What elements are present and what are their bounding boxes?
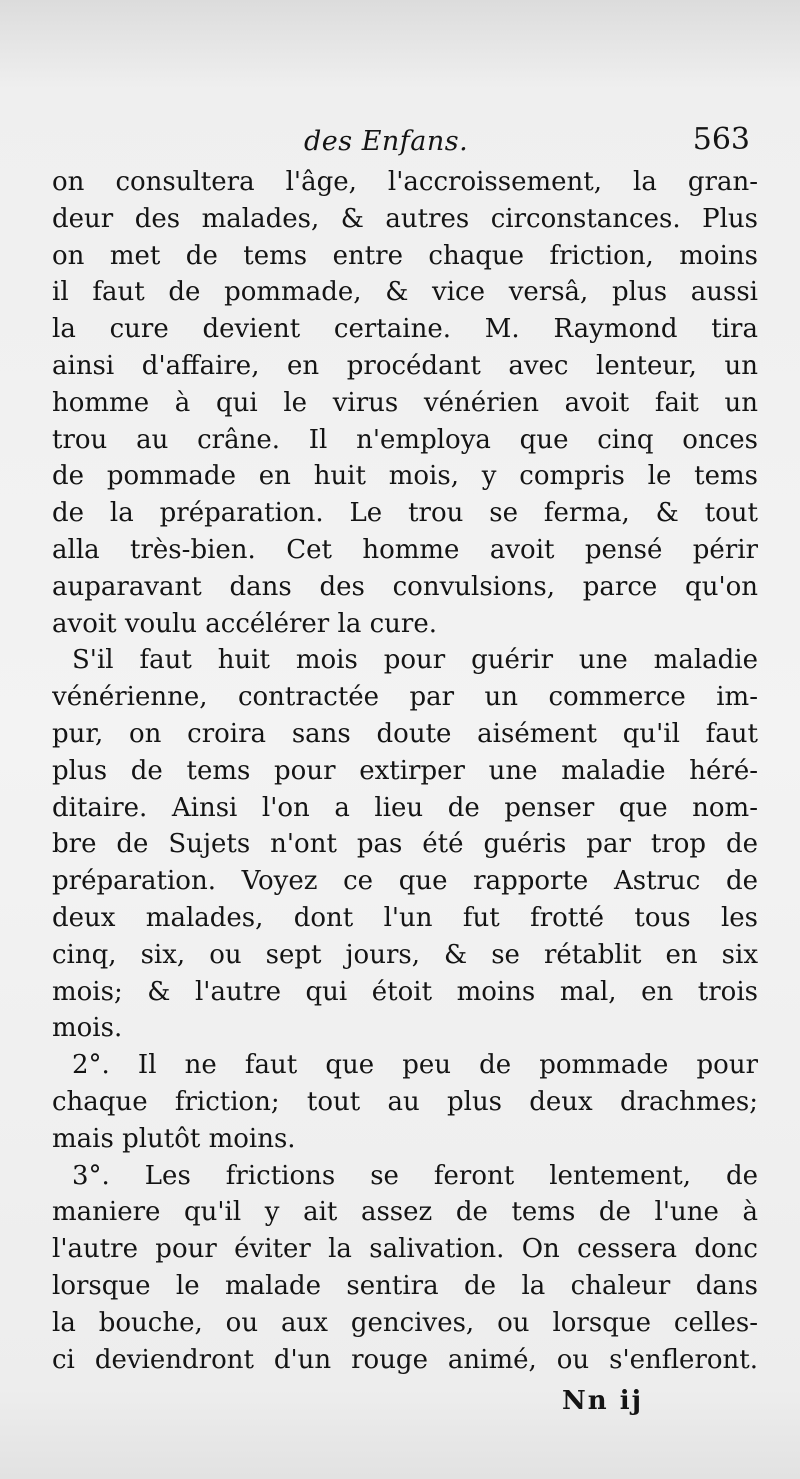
text-line: chaque friction; tout au plus deux drachmes; — [52, 1086, 758, 1117]
text-line: pur, on croira sans doute aisément qu'il faut — [52, 718, 758, 749]
text-line: alla très-bien. Cet homme avoit pensé périr — [52, 534, 758, 565]
text-line: on met de tems entre chaque friction, moins — [52, 240, 758, 271]
text-line: maniere qu'il y ait assez de tems de l'une à — [52, 1197, 758, 1228]
text-line: ainsi d'affaire, en procédant avec lenteur, un — [52, 350, 758, 381]
text-line: préparation. Voyez ce que rapporte Astruc de — [52, 866, 758, 897]
page-text-block — [52, 122, 758, 1422]
text-line: la cure devient certaine. M. Raymond tira — [52, 314, 758, 345]
text-line: lorsque le malade sentira de la chaleur dans — [52, 1270, 758, 1301]
signature-text: Nn ij — [562, 1386, 644, 1417]
text-line: bre de Sujets n'ont pas été guéris par trop de — [52, 829, 758, 860]
text-line: deur des malades, & autres circonstances. Plus — [52, 203, 758, 234]
text-line: l'autre pour éviter la salivation. On cessera donc — [52, 1234, 758, 1265]
page-number: 563 — [692, 122, 750, 157]
text-line: ditaire. Ainsi l'on a lieu de penser que nom- — [52, 792, 758, 823]
text-line: de la préparation. Le trou se ferma, & tout — [52, 498, 758, 529]
text-line: plus de tems pour extirper une maladie héré- — [52, 755, 758, 786]
text-line: cinq, six, ou sept jours, & se rétablit en six — [52, 939, 758, 970]
text-line: auparavant dans des convulsions, parce qu'on — [52, 571, 758, 602]
signature-mark — [52, 1382, 758, 1422]
text-line: trou au crâne. Il n'employa que cinq onces — [52, 424, 758, 455]
page-header — [52, 122, 758, 164]
paragraph-end-line: mois. — [52, 1013, 123, 1044]
text-line: mois; & l'autre qui étoit moins mal, en trois — [52, 976, 758, 1007]
text-line: ci deviendront d'un rouge animé, ou s'enfleront. — [52, 1344, 758, 1375]
paragraph-end-line: avoit voulu accélérer la cure. — [52, 608, 437, 639]
text-line: vénérienne, contractée par un commerce im- — [52, 682, 758, 713]
paragraph-end-line: mais plutôt moins. — [52, 1123, 296, 1154]
paragraph-start-line: S'il faut huit mois pour guérir une maladie — [72, 645, 758, 676]
text-line: homme à qui le virus vénérien avoit fait un — [52, 387, 758, 418]
text-line: il faut de pommade, & vice versâ, plus aussi — [52, 277, 758, 308]
text-line: de pommade en huit mois, y compris le tems — [52, 461, 758, 492]
text-line: deux malades, dont l'un fut frotté tous les — [52, 902, 758, 933]
paragraph-start-line: 2°. Il ne faut que peu de pommade pour — [72, 1050, 758, 1081]
paragraph-start-line: 3°. Les frictions se feront lentement, de — [72, 1160, 758, 1191]
text-line: on consultera l'âge, l'accroissement, la gran- — [52, 167, 758, 197]
text-line: la bouche, ou aux gencives, ou lorsque celles- — [52, 1307, 758, 1338]
running-head: des Enfans. — [304, 126, 469, 157]
